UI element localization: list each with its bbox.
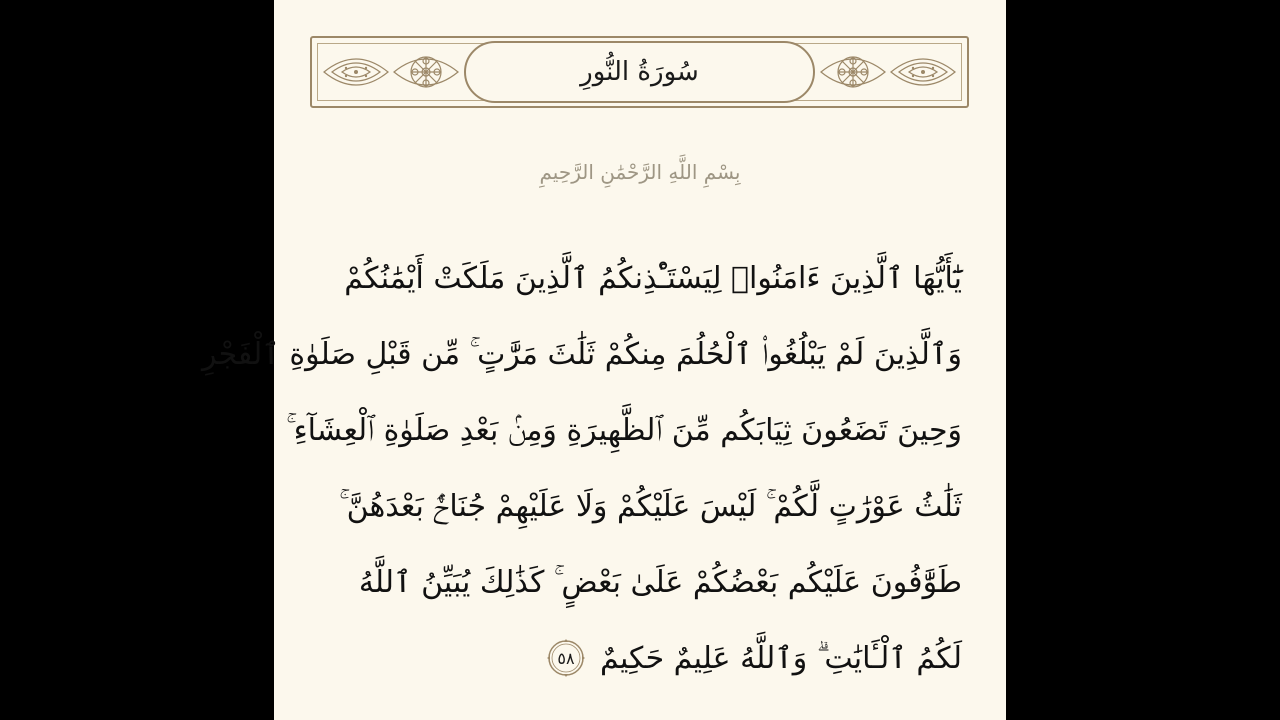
verse-line-4: ثَلَٰثُ عَوْرَٰتٍ لَّكُمْ ۚ لَيْسَ عَلَيْكُمْ وَلَا عَلَيْهِمْ جُنَاحٌۢ بَعْدَهُنَّ ۚ xyxy=(339,488,962,524)
verse-line-6-text: لَكُمُ ٱلْـَٔايَٰتِ ۗ وَٱللَّهُ عَلِيمٌ حَكِيمٌ xyxy=(600,640,962,676)
verse-line-1: يَٰٓأَيُّهَا ٱلَّذِينَ ءَامَنُوا۟ لِيَسْتَـْٔذِنكُمُ ٱلَّذِينَ مَلَكَتْ أَيْمَٰنُكُمْ xyxy=(344,260,962,296)
ayah-end-marker xyxy=(546,638,586,678)
verse-line-5: طَوَّٰفُونَ عَلَيْكُم بَعْضُكُمْ عَلَىٰ بَعْضٍ ۚ كَذَٰلِكَ يُبَيِّنُ ٱللَّهُ xyxy=(358,564,962,600)
surah-header xyxy=(310,36,969,108)
surah-title: سُورَةُ النُّورِ xyxy=(580,57,699,87)
verse-line-2: وَٱلَّذِينَ لَمْ يَبْلُغُوا۟ ٱلْحُلُمَ مِنكُمْ ثَلَٰثَ مَرَّٰتٍ ۚ مِّن قَبْلِ صَلَوٰةِ ٱلْفَجْرِ xyxy=(202,336,962,372)
quran-page xyxy=(202,0,1006,720)
verse-line-3: وَحِينَ تَضَعُونَ ثِيَابَكُم مِّنَ ٱلظَّهِيرَةِ وَمِنۢ بَعْدِ صَلَوٰةِ ٱلْعِشَآءِ ۚ xyxy=(286,412,962,448)
left-rosette-ornament-icon xyxy=(316,42,466,102)
basmala: بِسْمِ اللَّهِ الرَّحْمَٰنِ الرَّحِيمِ xyxy=(539,160,741,184)
right-rosette-ornament-icon xyxy=(813,42,963,102)
verse-block xyxy=(202,240,962,696)
surah-title-cartouche xyxy=(464,41,815,103)
verse-line-6 xyxy=(324,620,962,696)
ayah-number: ٥٨ xyxy=(557,648,575,668)
